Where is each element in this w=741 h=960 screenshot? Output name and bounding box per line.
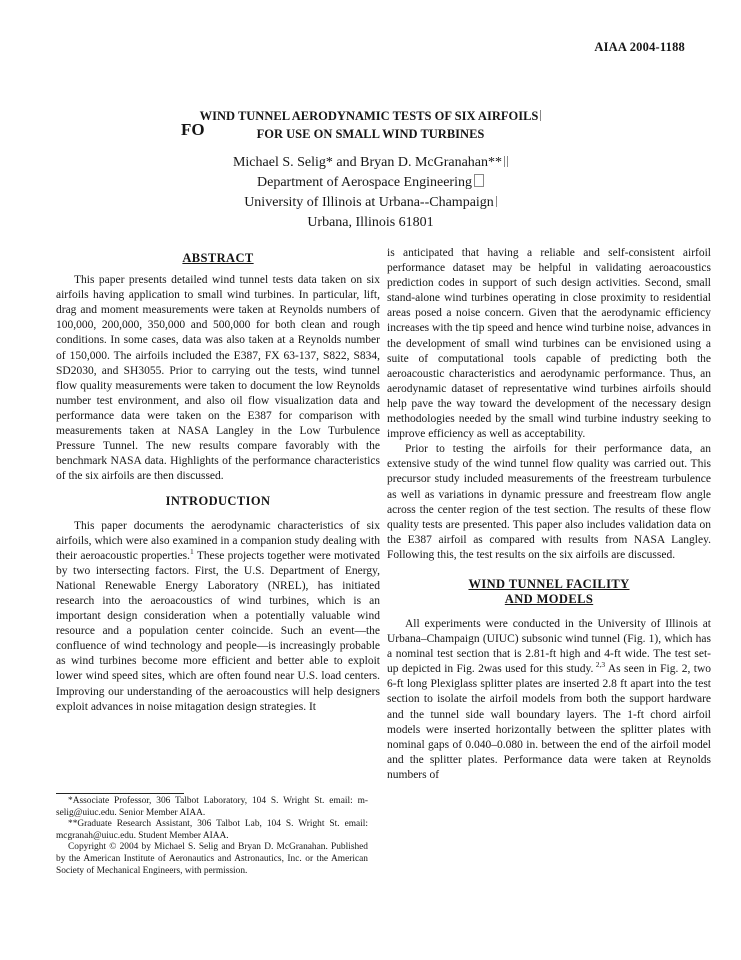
author-department: Department of Aerospace Engineering bbox=[257, 175, 472, 190]
title-fragment: FO bbox=[181, 120, 205, 139]
author-block bbox=[0, 153, 741, 233]
stray-mark bbox=[507, 156, 508, 167]
introduction-paragraph-1: This paper documents the aerodynamic characteristics of six airfoils, which were also examined in a companion study dealing with their aeroacoustic properties.$^1$ These projects together were motivated by two intersecting factors. First, the U.S. Department of Energy, National Renewable Energy Laboratory (NREL), has initiated research into the aeroacoustics of wind turbines, which is an important design consideration when a potentially valuable wind resource and a population center coincide. Such an event—the confluence of wind technology and people—is increasingly probable as wind turbines become more efficient and better able to exploit lower wind speed sites, which are often found near U.S. load centers. Improving our understanding of the aeroacoustics will help designers exploit advances in noise mitagation design strategies. It bbox=[56, 519, 380, 713]
left-column bbox=[56, 251, 380, 715]
facility-paragraph-1: All experiments were conducted in the University of Illinois at Urbana–Champaign (UIUC) subsonic wind tunnel (Fig. 1), which has a nominal test section that is 2.81-ft high and 4-ft wide. The test set-up depicted in Fig. 2was used for this study. $^{2,3}$ As seen in Fig. 2, two 6-ft long Plexiglass splitter plates are inserted 2.8 ft apart into the test section to isolate the airfoil models from both the support hardware and the tunnel side wall boundary layers. The 1-ft chord airfoil models were inserted horizontally between the splitter plates with nominal gaps of 0.040–0.080 in. between the end of the airfoil model and the splitter plates. Performance data were taken at Reynolds numbers of bbox=[387, 617, 711, 781]
title-line-2: FOR USE ON SMALL WIND TURBINES bbox=[256, 127, 485, 141]
citation-ref: 1 bbox=[190, 546, 194, 556]
footnote-rule bbox=[56, 793, 184, 794]
facility-heading: WIND TUNNEL FACILITY AND MODELS bbox=[468, 576, 630, 606]
author-city: Urbana, Illinois 61801 bbox=[307, 215, 434, 230]
author-university: University of Illinois at Urbana--Champaign bbox=[244, 195, 494, 210]
copyright-notice: Copyright © 2004 by Michael S. Selig and Bryan D. McGranahan. Published by the American Institute of Aeronautics and Astronautics, Inc. or the American Society of Mechanical Engineers, with permission. bbox=[56, 842, 368, 876]
footnote-2: **Graduate Research Assistant, 306 Talbot Lab, 104 S. Wright St. email: mcgranah@uiuc.edu. Student Member AIAA. bbox=[56, 819, 368, 841]
stray-box-glyph bbox=[474, 174, 484, 187]
citation-ref: 2,3 bbox=[593, 660, 606, 670]
stray-mark bbox=[504, 156, 505, 167]
introduction-paragraph-3: Prior to testing the airfoils for their performance data, an extensive study of the wind tunnel flow quality was carried out. This precursor study included measurements of the freestream turbulence as well as variations in dynamic pressure and freestream flow angle across the center region of the test section. The results of these flow quality tests are presented. This paper also includes validation data on the E387 airfoil as compared with results from NASA Langley. Following this, the test results on the six airfoils are discussed. bbox=[387, 443, 711, 561]
author-names: Michael S. Selig* and Bryan D. McGranahan** bbox=[232, 155, 503, 170]
introduction-heading: INTRODUCTION bbox=[165, 494, 271, 509]
footnote-1: *Associate Professor, 306 Talbot Laboratory, 104 S. Wright St. email: m-selig@uiuc.edu. Senior Member AIAA. bbox=[56, 796, 368, 818]
abstract-text: This paper presents detailed wind tunnel tests data taken on six airfoils having application to small wind turbines. In particular, lift, drag and moment measurements were taken at Reynolds numbers of 100,000, 200,000, 350,000 and 500,000 for both clean and rough conditions. In some cases, data was also taken at a Reynolds number of 150,000. The airfoils included the E387, FX 63-137, S822, S834, SD2030, and SH3055. Prior to carrying out the tests, wind tunnel flow quality measurements were taken to document the low Reynolds number test environment, and also oil flow visualization data and performance data were taken on the E387 for comparison with measurements taken at NASA Langley in the Low Turbulence Pressure Tunnel. The new results compare favorably with the benchmark NASA data. Highlights of the performance characteristics of the six airfoils are then discussed. bbox=[56, 274, 380, 483]
introduction-paragraph-2: is anticipated that having a reliable and self-consistent airfoil performance dataset may be helpful in validating aeroacoustics prediction codes in support of such design activities. Second, small stand-alone wind turbines operating in close proximity to residential areas posed a noise concern. Given that the aerodynamic efficiency increases with the tip speed and hence wind turbine noise, advances in the development of small wind turbines can be envisioned using a suite of computational tools capable of predicting both the aeroacoustic characteristics and aerodynamic performance. Thus, an aerodynamic dataset of representative wind turbines airfoils should help pave the way toward the development of the necessary design methodologies needed by the small wind turbine industry seeking to improve efficiency as well as acceptability. bbox=[387, 247, 711, 441]
stray-mark bbox=[540, 110, 541, 121]
stray-mark bbox=[496, 196, 497, 207]
title-line-1: WIND TUNNEL AERODYNAMIC TESTS OF SIX AIRFOILS bbox=[199, 109, 539, 123]
paper-title bbox=[0, 107, 741, 143]
right-column bbox=[387, 246, 711, 783]
abstract-heading: ABSTRACT bbox=[182, 251, 254, 265]
report-number: AIAA 2004-1188 bbox=[594, 40, 685, 54]
footnotes bbox=[56, 793, 368, 877]
